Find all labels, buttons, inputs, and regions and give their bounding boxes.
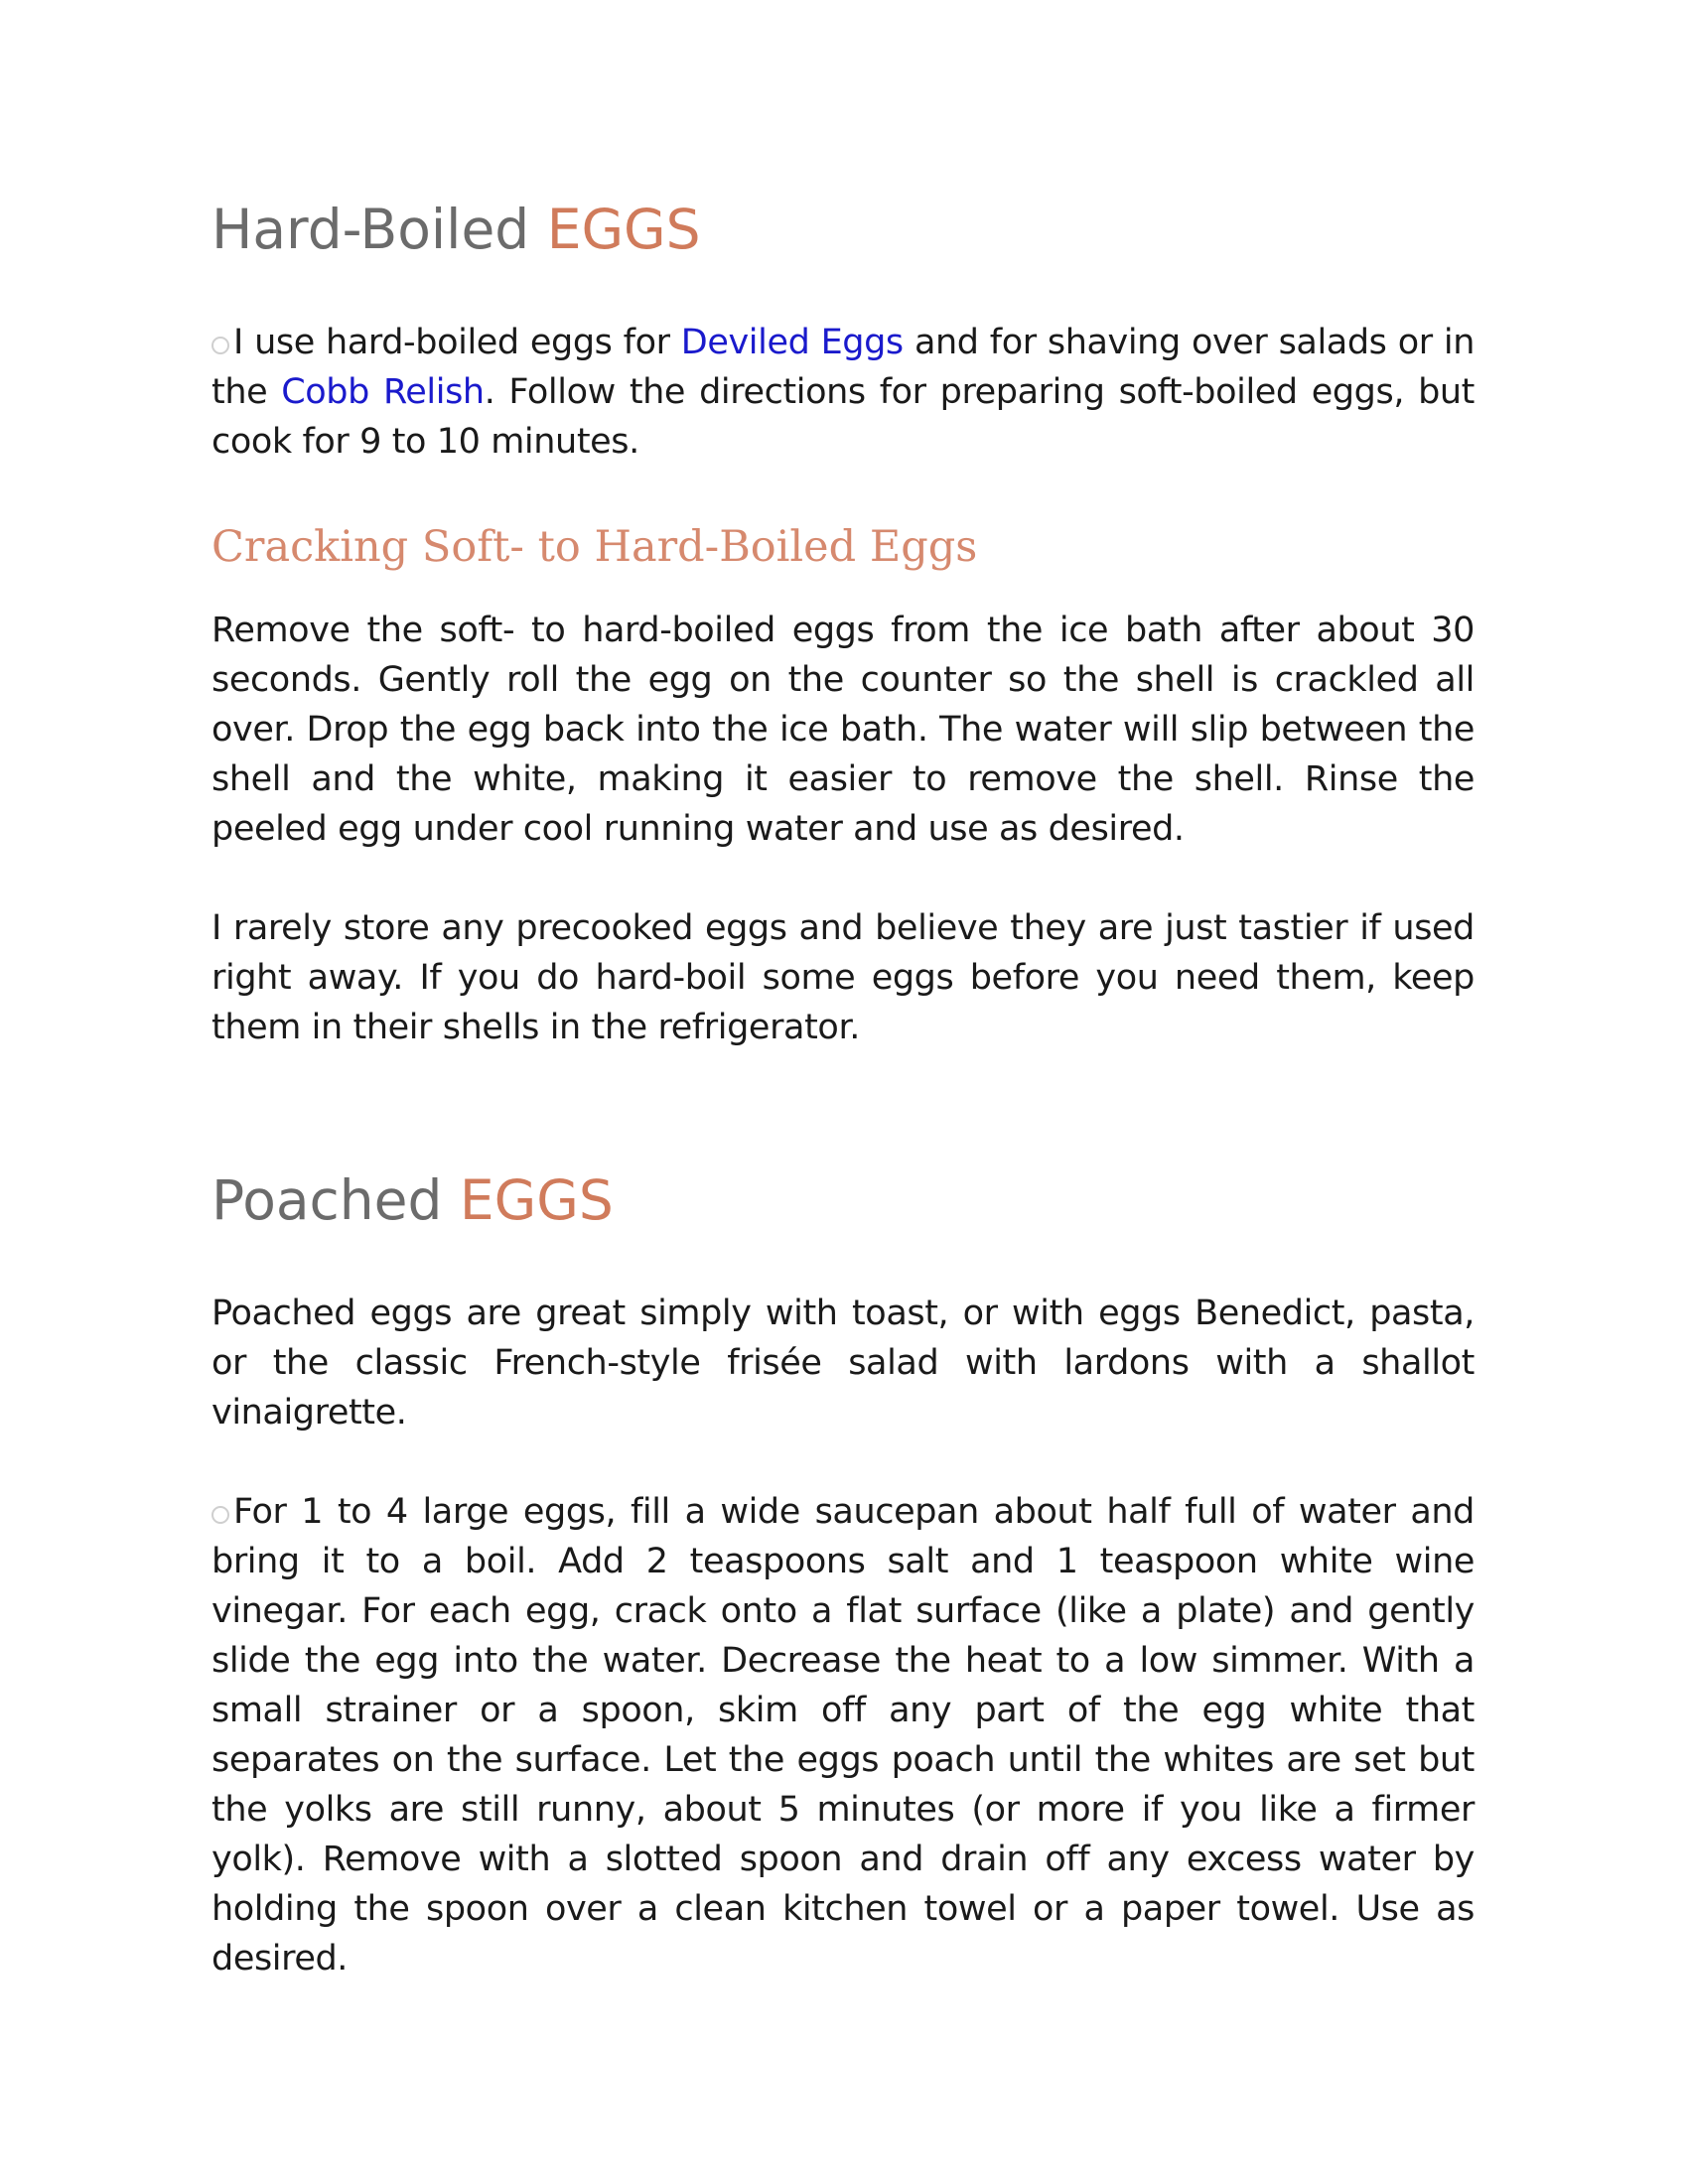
poached-intro-paragraph: Poached eggs are great simply with toast, or with eggs Benedict, pasta, or the classic French-style frisée salad with lardons with a shallot vinaigrette.	[211, 1294, 1475, 1433]
intro-text-start: I use hard-boiled eggs for	[233, 323, 681, 362]
poached-title-accent: EGGS	[459, 1168, 614, 1232]
poached-method-paragraph	[211, 1487, 1475, 1983]
circle-marker-icon	[211, 1506, 229, 1524]
deviled-eggs-link[interactable]: Deviled Eggs	[680, 323, 904, 362]
cobb-relish-link[interactable]: Cobb Relish	[281, 372, 485, 412]
intro-text-middle: and for shaving over salads or in the	[211, 323, 1475, 412]
cracking-heading: Cracking Soft- to Hard-Boiled Eggs	[211, 522, 978, 572]
hard-boiled-title-word: Hard-Boiled	[211, 198, 530, 261]
poached-method-text: For 1 to 4 large eggs, fill a wide saucepan about half full of water and bring it to a boil. Add 2 teaspoons salt and 1 teaspoon white wine vinegar. For each egg, crack onto a flat surface (like a plate) and gently slide the egg into the water. Decrease the heat to a low simmer. With a small strainer or a spoon, skim off any part of the egg white that separates on the surface. Let the eggs poach until the whites are set but the yolks are still runny, about 5 minutes (or more if you like a firmer yolk). Remove with a slotted spoon and drain off any excess water by holding the spoon over a clean kitchen towel or a paper towel. Use as desired.	[211, 1492, 1475, 1979]
circle-marker-icon	[211, 337, 229, 354]
cracking-paragraph: Remove the soft- to hard-boiled eggs from the ice bath after about 30 seconds. Gently roll the egg on the counter so the shell is crackled all over. Drop the egg back into the ice bath. The water will slip between the shell and the white, making it easier to remove the shell. Rinse the peeled egg under cool running water and use as desired.	[211, 611, 1475, 849]
poached-title	[211, 1169, 614, 1232]
hard-boiled-title-accent: EGGS	[546, 198, 701, 261]
hard-boiled-title	[211, 199, 701, 261]
storing-paragraph: I rarely store any precooked eggs and believe they are just tastier if used right away. If you do hard-boil some eggs before you need them, keep them in their shells in the refrigerator.	[211, 908, 1475, 1047]
hard-boiled-intro-paragraph	[211, 318, 1475, 467]
poached-title-word: Poached	[211, 1168, 443, 1232]
intro-text-end: . Follow the directions for preparing soft-boiled eggs, but cook for 9 to 10 minutes.	[211, 372, 1475, 462]
